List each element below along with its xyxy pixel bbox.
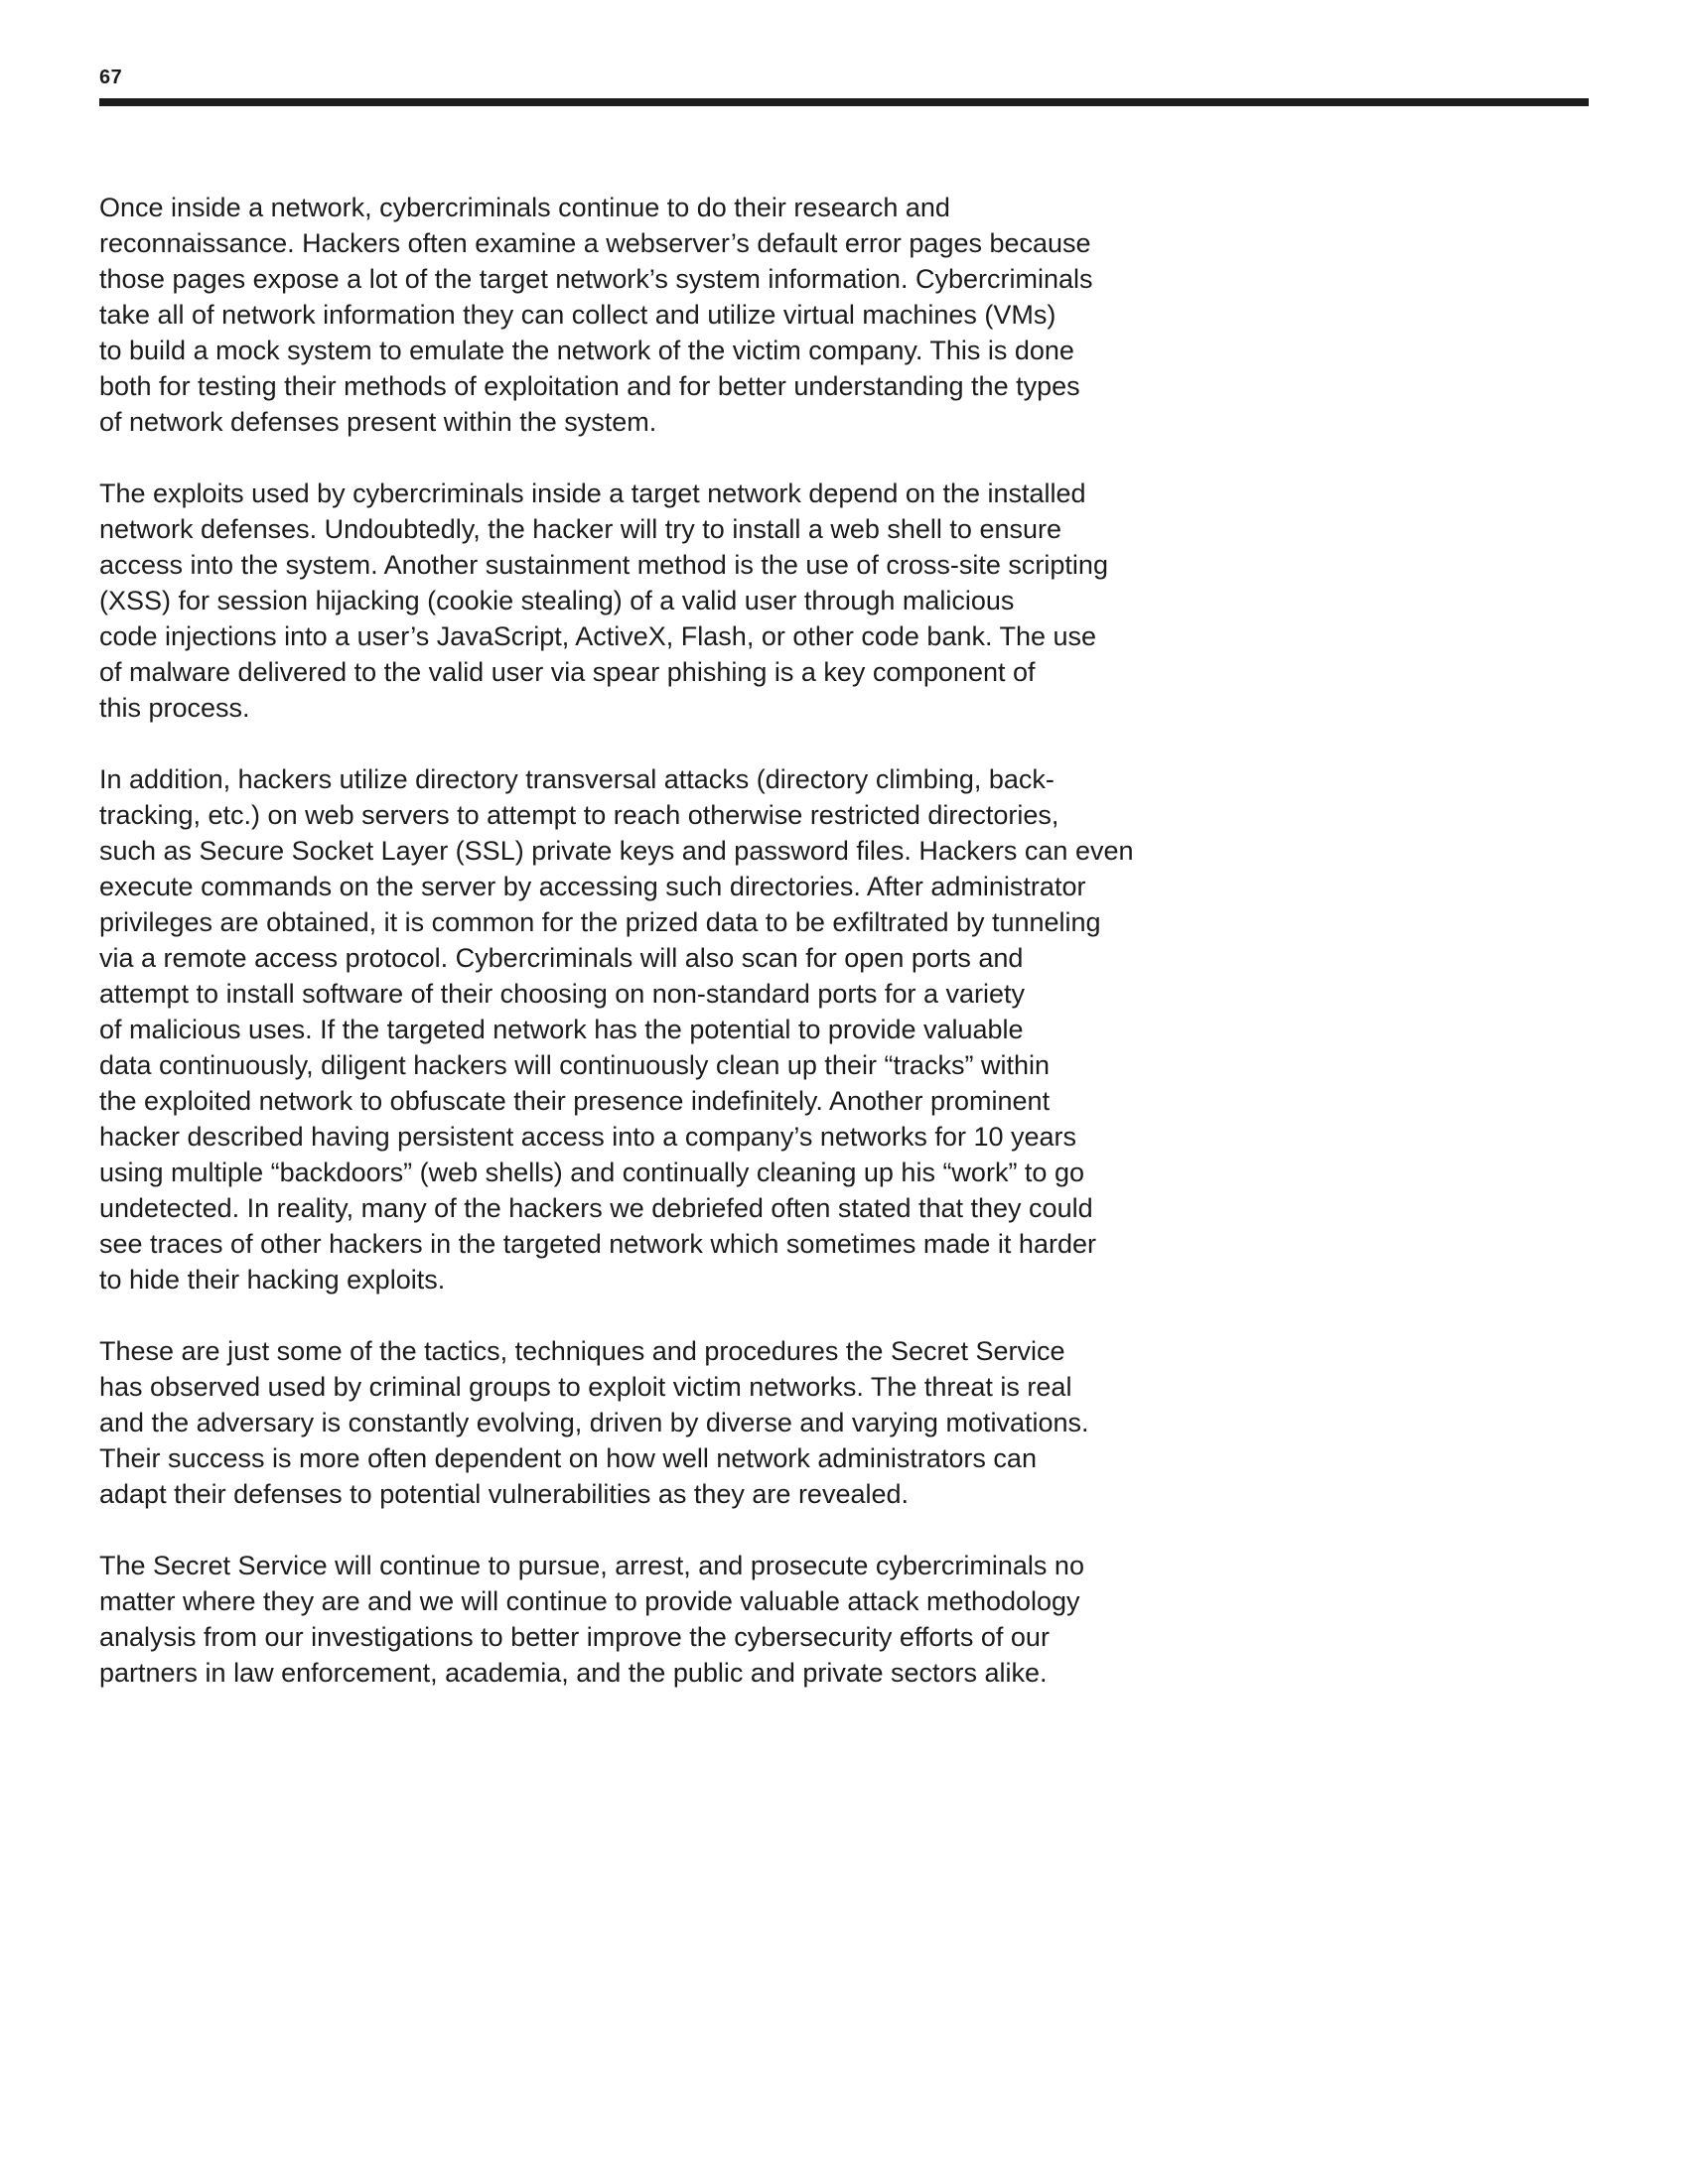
paragraph-secret-service	[99, 1548, 1211, 1691]
text-line: take all of network information they can collect and utilize virtual machines (VMs)	[99, 300, 1056, 330]
text-line: using multiple “backdoors” (web shells) and continually cleaning up his “work” to go	[99, 1158, 1084, 1187]
text-line: to hide their hacking exploits.	[99, 1265, 446, 1295]
text-line: of malware delivered to the valid user via spear phishing is a key component of	[99, 657, 1036, 687]
text-line: this process.	[99, 693, 250, 723]
page-number: 67	[99, 67, 123, 88]
text-line: The exploits used by cybercriminals inside a target network depend on the installed	[99, 478, 1086, 508]
text-line: tracking, etc.) on web servers to attempt to reach otherwise restricted directories,	[99, 800, 1059, 830]
text-line: has observed used by criminal groups to exploit victim networks. The threat is real	[99, 1372, 1072, 1402]
paragraph-tactics	[99, 1333, 1211, 1512]
text-line: attempt to install software of their choosing on non-standard ports for a variety	[99, 979, 1025, 1009]
text-line: analysis from our investigations to better improve the cybersecurity efforts of our	[99, 1622, 1050, 1652]
text-line: access into the system. Another sustainment method is the use of cross-site scripting	[99, 550, 1108, 580]
text-line: In addition, hackers utilize directory transversal attacks (directory climbing, back-	[99, 764, 1055, 794]
text-line: those pages expose a lot of the target network’s system information. Cybercriminals	[99, 264, 1093, 294]
text-line: network defenses. Undoubtedly, the hacker will try to install a web shell to ensure	[99, 514, 1062, 544]
text-line: adapt their defenses to potential vulnerabilities as they are revealed.	[99, 1479, 910, 1509]
text-line: Once inside a network, cybercriminals continue to do their research and	[99, 193, 950, 222]
text-line: and the adversary is constantly evolving, driven by diverse and varying motivations.	[99, 1408, 1089, 1437]
text-line: undetected. In reality, many of the hackers we debriefed often stated that they could	[99, 1193, 1093, 1223]
text-line: code injections into a user’s JavaScript, ActiveX, Flash, or other code bank. The use	[99, 621, 1097, 651]
text-line: execute commands on the server by accessing such directories. After administrator	[99, 872, 1086, 901]
paragraph-directory-attacks	[99, 761, 1211, 1297]
text-line: reconnaissance. Hackers often examine a webserver’s default error pages because	[99, 228, 1091, 258]
text-line: These are just some of the tactics, techniques and procedures the Secret Service	[99, 1336, 1065, 1366]
body-text	[99, 190, 1211, 1726]
text-line: such as Secure Socket Layer (SSL) private keys and password files. Hackers can even	[99, 836, 1134, 866]
text-line: of malicious uses. If the targeted network has the potential to provide valuable	[99, 1015, 1024, 1044]
text-line: hacker described having persistent access into a company’s networks for 10 years	[99, 1122, 1076, 1152]
paragraph-reconnaissance	[99, 190, 1211, 440]
text-line: see traces of other hackers in the targeted network which sometimes made it harder	[99, 1229, 1096, 1259]
header-rule	[99, 98, 1589, 106]
text-line: data continuously, diligent hackers will continuously clean up their “tracks” within	[99, 1050, 1050, 1080]
text-line: (XSS) for session hijacking (cookie stealing) of a valid user through malicious	[99, 586, 1015, 615]
paragraph-exploits	[99, 476, 1211, 726]
text-line: Their success is more often dependent on how well network administrators can	[99, 1443, 1037, 1473]
text-line: the exploited network to obfuscate their presence indefinitely. Another prominent	[99, 1086, 1051, 1116]
text-line: partners in law enforcement, academia, and the public and private sectors alike.	[99, 1658, 1048, 1688]
text-line: of network defenses present within the system.	[99, 407, 657, 437]
text-line: matter where they are and we will continue to provide valuable attack methodology	[99, 1586, 1080, 1616]
text-line: both for testing their methods of exploitation and for better understanding the types	[99, 371, 1080, 401]
text-line: privileges are obtained, it is common for the prized data to be exfiltrated by tunneling	[99, 907, 1101, 937]
text-line: The Secret Service will continue to pursue, arrest, and prosecute cybercriminals no	[99, 1551, 1084, 1580]
text-line: via a remote access protocol. Cybercriminals will also scan for open ports and	[99, 943, 1024, 973]
text-line: to build a mock system to emulate the network of the victim company. This is done	[99, 336, 1074, 365]
